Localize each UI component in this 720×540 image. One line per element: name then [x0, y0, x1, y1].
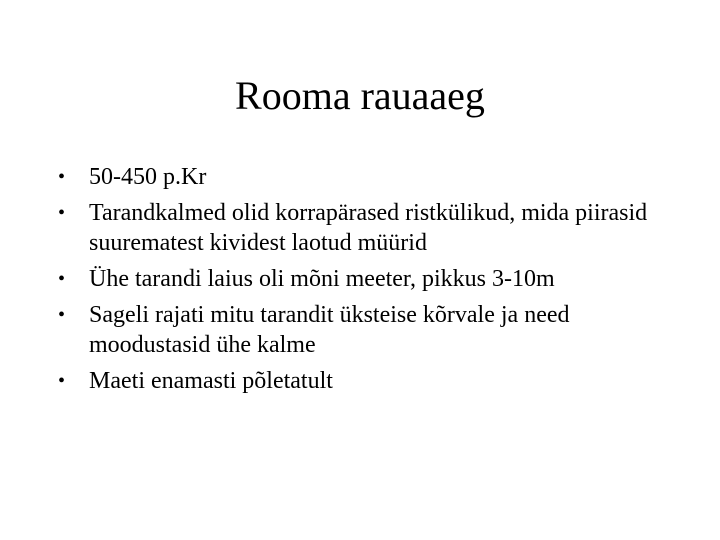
bullet-marker-icon: •	[58, 202, 66, 224]
bullet-marker-icon: •	[58, 304, 66, 326]
bullet-list	[58, 162, 678, 402]
bullet-item	[58, 366, 678, 396]
bullet-item	[58, 300, 678, 360]
bullet-text: Tarandkalmed olid korrapärased ristkülikud, mida piirasid suurematest kividest laotud müürid	[89, 200, 648, 256]
bullet-marker-icon: •	[58, 268, 66, 290]
bullet-marker-icon: •	[58, 166, 66, 188]
bullet-text: Maeti enamasti põletatult	[89, 368, 333, 394]
bullet-marker-icon: •	[58, 370, 66, 392]
bullet-item	[58, 264, 678, 294]
bullet-item	[58, 162, 678, 192]
bullet-text: 50-450 p.Kr	[89, 164, 207, 190]
bullet-item	[58, 198, 678, 258]
slide-title: Rooma rauaaeg	[235, 73, 485, 118]
bullet-text: Sageli rajati mitu tarandit üksteise kõrvale ja need moodustasid ühe kalme	[89, 302, 570, 358]
bullet-text: Ühe tarandi laius oli mõni meeter, pikkus 3-10m	[89, 266, 555, 292]
